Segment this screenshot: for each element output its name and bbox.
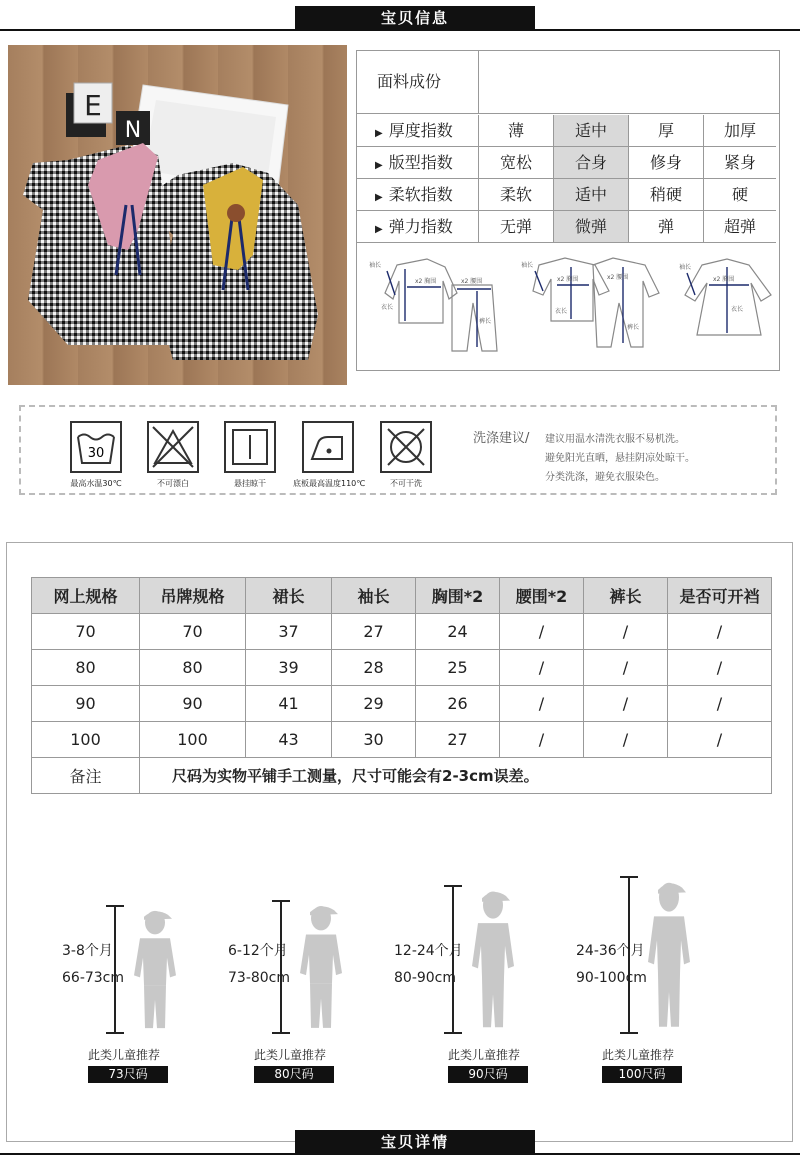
measurement-diagram: [357, 243, 779, 370]
wash-30-icon: [70, 421, 122, 473]
size-cell: 27: [416, 722, 500, 758]
size-header: 胸围*2: [416, 578, 500, 614]
size-cell: /: [500, 686, 584, 722]
arrow-right-icon: ▶: [375, 224, 383, 235]
size-tag: 100尺码: [602, 1066, 682, 1083]
size-header: 裙长: [246, 578, 332, 614]
index-label-text: 版型指数: [388, 153, 453, 172]
care-title: 洗涤建议/: [473, 431, 530, 446]
no-dryclean-icon: [380, 421, 432, 473]
index-option: 硬: [704, 179, 776, 211]
diagram-c-sleeve: 袖长: [679, 264, 692, 271]
size-row: [32, 722, 772, 758]
fabric-row: [357, 51, 779, 114]
product-photo-illustration: [8, 45, 347, 385]
care-instructions: [19, 405, 777, 495]
index-option-selected: 微弹: [554, 211, 629, 243]
diagram-a-length: 衣长: [381, 304, 394, 311]
fabric-label: 面料成份: [357, 51, 479, 113]
note-label: 备注: [32, 758, 140, 794]
height-label: 80-90cm: [394, 970, 457, 986]
kid-size-card: [228, 870, 388, 1085]
size-cell: 70: [32, 614, 140, 650]
diagram-b-sleeve: 袖长: [521, 262, 534, 269]
index-option: 加厚: [704, 115, 776, 147]
care-caption: 不可干洗: [390, 479, 422, 488]
index-option: 宽松: [479, 147, 554, 179]
size-cell: /: [668, 686, 772, 722]
diagram-a-chest: x2 胸围: [415, 278, 437, 285]
size-cell: /: [668, 614, 772, 650]
recommend-label: 此类儿童推荐: [88, 1048, 161, 1062]
size-cell: 37: [246, 614, 332, 650]
age-range: [228, 938, 290, 992]
size-cell: /: [584, 614, 668, 650]
index-option: 无弹: [479, 211, 554, 243]
size-row: [32, 686, 772, 722]
ruler-tick: [620, 1032, 638, 1034]
recommend-label: 此类儿童推荐: [254, 1048, 327, 1062]
diagram-b-pants: 裤长: [627, 324, 640, 331]
arrow-right-icon: ▶: [375, 128, 383, 139]
size-cell: /: [584, 686, 668, 722]
height-label: 73-80cm: [228, 970, 291, 986]
size-cell: 100: [140, 722, 246, 758]
size-cell: /: [668, 650, 772, 686]
index-label: [357, 115, 479, 147]
note-row: [32, 758, 772, 794]
size-header: 是否可开裆: [668, 578, 772, 614]
index-option: 厚: [629, 115, 704, 147]
size-cell: 27: [332, 614, 416, 650]
size-row: [32, 650, 772, 686]
index-option-selected: 合身: [554, 147, 629, 179]
section-title-info: 宝贝信息: [295, 6, 535, 30]
recommend-label: 此类儿童推荐: [602, 1048, 675, 1062]
size-cell: 100: [32, 722, 140, 758]
fabric-value: [480, 51, 779, 113]
kid-size-card: [394, 870, 560, 1085]
arrow-right-icon: ▶: [375, 160, 383, 171]
index-row: [357, 147, 779, 179]
size-tag: 73尺码: [88, 1066, 168, 1083]
care-caption: 最高水温30℃: [70, 479, 122, 488]
diagram-a-pants: 裤长: [479, 318, 492, 325]
height-label: 66-73cm: [62, 970, 125, 986]
size-table: [31, 577, 772, 794]
index-option: 超弹: [704, 211, 776, 243]
index-label-text: 弹力指数: [388, 217, 453, 236]
size-cell: 39: [246, 650, 332, 686]
size-cell: 28: [332, 650, 416, 686]
size-cell: /: [500, 722, 584, 758]
hang-dry-icon: [224, 421, 276, 473]
size-header: 腰围*2: [500, 578, 584, 614]
size-cell: 29: [332, 686, 416, 722]
size-cell: 26: [416, 686, 500, 722]
size-cell: 41: [246, 686, 332, 722]
care-caption: 悬挂晾干: [234, 479, 266, 488]
note-text: 尺码为实物平铺手工测量，尺寸可能会有2-3cm误差。: [140, 758, 772, 794]
age-label: 6-12个月: [228, 943, 288, 959]
index-label: [357, 179, 479, 211]
care-text: [545, 430, 695, 487]
care-item-iron: [293, 421, 366, 489]
diagram-b-length: 衣长: [555, 308, 568, 315]
care-item-bleach: [138, 421, 208, 489]
care-line: 避免阳光直晒，悬挂阴凉处晾干。: [545, 453, 695, 464]
letter-block-e: E: [84, 89, 102, 122]
fabric-index-table: [356, 50, 780, 371]
section-title-details: 宝贝详情: [295, 1130, 535, 1154]
diagram-c-length: 衣长: [731, 306, 744, 313]
index-row: [357, 211, 779, 243]
ruler-tick: [444, 1032, 462, 1034]
size-header: 网上规格: [32, 578, 140, 614]
index-option: 紧身: [704, 147, 776, 179]
measurement-diagram-svg: [357, 243, 779, 370]
size-cell: 25: [416, 650, 500, 686]
no-bleach-icon: [147, 421, 199, 473]
size-cell: 80: [140, 650, 246, 686]
size-cell: 90: [140, 686, 246, 722]
care-line: 建议用温水清洗衣服不易机洗。: [545, 434, 685, 445]
diagram-a-sleeve: 袖长: [369, 262, 382, 269]
age-label: 12-24个月: [394, 943, 463, 959]
index-label-text: 厚度指数: [388, 121, 453, 140]
index-label: [357, 211, 479, 243]
size-cell: 70: [140, 614, 246, 650]
ruler-tick: [106, 1032, 124, 1034]
size-cell: 90: [32, 686, 140, 722]
size-header: 吊牌规格: [140, 578, 246, 614]
letter-block-n: N: [124, 118, 142, 143]
size-cell: /: [500, 650, 584, 686]
size-header: 袖长: [332, 578, 416, 614]
size-cell: 43: [246, 722, 332, 758]
diagram-b-waist: x2 腰围: [607, 274, 629, 281]
size-row: [32, 614, 772, 650]
care-item-dry: [215, 421, 285, 489]
child-silhouette-icon: [644, 878, 694, 1034]
age-label: 3-8个月: [62, 943, 113, 959]
care-item-wash: [61, 421, 131, 489]
index-option-selected: 适中: [554, 179, 629, 211]
size-cell: 30: [332, 722, 416, 758]
size-tag: 80尺码: [254, 1066, 334, 1083]
index-option: 薄: [479, 115, 554, 147]
size-header: 裤长: [584, 578, 668, 614]
age-range: [576, 938, 647, 992]
size-tag: 90尺码: [448, 1066, 528, 1083]
product-photo: [8, 45, 347, 385]
iron-110-icon: [302, 421, 354, 473]
diagram-b-chest: x2 胸围: [557, 276, 579, 283]
child-silhouette-icon: [468, 887, 518, 1034]
index-row: [357, 115, 779, 147]
index-row: [357, 179, 779, 211]
diagram-c-chest: x2 胸围: [713, 276, 735, 283]
kid-size-card: [576, 870, 736, 1085]
size-cell: 24: [416, 614, 500, 650]
age-range: [62, 938, 124, 992]
care-caption: 不可漂白: [157, 479, 189, 488]
index-label: [357, 147, 479, 179]
care-item-dryclean: [371, 421, 441, 489]
size-cell: /: [584, 722, 668, 758]
child-silhouette-icon: [130, 907, 180, 1034]
ruler-tick: [272, 1032, 290, 1034]
index-option: 稍硬: [629, 179, 704, 211]
size-cell: /: [668, 722, 772, 758]
care-caption: 底板最高温度110℃: [293, 479, 366, 488]
age-range: [394, 938, 463, 992]
size-cell: /: [500, 614, 584, 650]
size-cell: 80: [32, 650, 140, 686]
arrow-right-icon: ▶: [375, 192, 383, 203]
size-cell: /: [584, 650, 668, 686]
index-label-text: 柔软指数: [388, 185, 453, 204]
child-silhouette-icon: [296, 902, 346, 1034]
wash-temp-symbol: 30: [87, 446, 105, 461]
kid-size-card: [62, 870, 222, 1085]
diagram-a-waist: x2 腰围: [461, 278, 483, 285]
index-option: 修身: [629, 147, 704, 179]
index-option: 弹: [629, 211, 704, 243]
care-line: 分类洗涤，避免衣服染色。: [545, 472, 665, 483]
height-label: 90-100cm: [576, 970, 647, 986]
age-label: 24-36个月: [576, 943, 645, 959]
index-option: 柔软: [479, 179, 554, 211]
recommend-label: 此类儿童推荐: [448, 1048, 521, 1062]
index-option-selected: 适中: [554, 115, 629, 147]
